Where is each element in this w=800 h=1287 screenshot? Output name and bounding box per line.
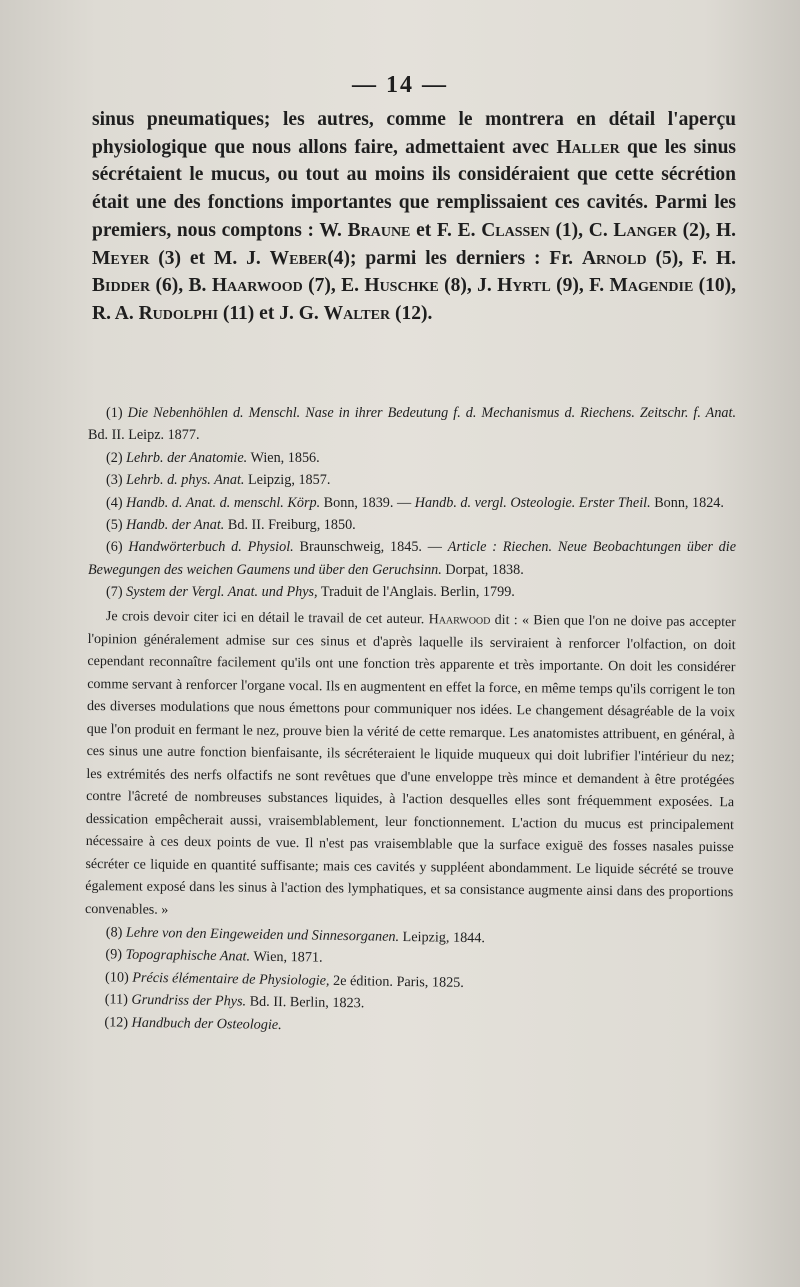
footnote-title: System der Vergl. Anat. und Phys, <box>126 584 318 601</box>
footnote-title: Grundriss der Phys. <box>131 991 247 1010</box>
footnote-title: Handb. der Anat. <box>126 517 225 534</box>
main-text-segment: (1), C. <box>549 219 608 241</box>
footnote-title: Handb. d. Anat. d. menschl. Körp. <box>126 494 321 511</box>
author-name: Haarwood <box>428 611 491 628</box>
haarwood-quote <box>85 606 736 927</box>
footnote-title: Lehre von den Eingeweiden und Sinnesorganen. <box>125 924 400 945</box>
main-text-segment: (7), E. <box>302 275 359 297</box>
footnote-number: (10) <box>104 968 129 986</box>
footnote-number: (4) <box>106 494 123 511</box>
author-name: Hyrtl <box>497 275 551 297</box>
main-text-segment: que les sinus sécrétaient le mucus, ou tout au moins ils considéraient que cette sécrétion était une des fonctions importantes que remplissaient ces cavités. Parmi les premiers, nous comptons : W. <box>92 136 737 241</box>
footnote <box>88 492 736 514</box>
author-name: Haarwood <box>211 275 303 297</box>
main-text-segment: (6), B. <box>150 275 207 297</box>
footnote-title: Lehrb. d. phys. Anat. <box>126 472 245 489</box>
main-text-segment: (11) et J. G. <box>218 302 319 324</box>
main-text-segment: (3) et M. J. <box>149 247 261 269</box>
quote-intro: Je crois devoir citer ici en détail le travail de cet auteur. <box>105 608 425 627</box>
footnote-title: Handbuch der Osteologie. <box>131 1013 282 1033</box>
footnote-title: Topographische Anat. <box>125 946 251 965</box>
main-text-segment: sinus pneumatiques; les autres, comme le montrera en détail l'aperçu physiologique que nous allons faire, admettaient avec <box>92 109 736 158</box>
author-name: Arnold <box>581 247 647 269</box>
footnote-number: (9) <box>105 946 123 963</box>
main-text-segment: et F. E. <box>410 219 476 241</box>
footnote-title: Précis élémentaire de Physiologie, <box>132 969 330 989</box>
author-name: Weber <box>269 247 328 269</box>
main-text-segment: (12). <box>390 302 433 324</box>
footnote-number: (12) <box>104 1013 129 1030</box>
footnote-number: (7) <box>106 584 123 601</box>
footnote-detail: Braunschweig, 1845. — <box>293 539 448 556</box>
footnote <box>88 536 736 581</box>
footnote-detail: Bonn, 1824. <box>650 494 724 511</box>
author-name: Bidder <box>92 275 151 297</box>
footnote-title: Handwörterbuch d. Physiol. <box>128 539 294 556</box>
footnote-detail: Wien, 1856. <box>247 449 320 466</box>
footnote <box>88 402 736 447</box>
footnote <box>88 469 736 491</box>
footnotes <box>85 402 737 1033</box>
footnote-title: Lehrb. der Anatomie. <box>126 449 248 466</box>
main-text-segment: (8), J. <box>438 275 492 297</box>
main-text-segment: (5), F. H. <box>646 247 736 269</box>
footnote-detail: 2e édition. Paris, 1825. <box>329 972 465 991</box>
footnote-detail: Bonn, 1839. — <box>320 494 415 511</box>
footnote-detail: Bd. II. Freiburg, 1850. <box>224 517 356 534</box>
footnote-detail: Bd. II. Leipz. 1877. <box>88 427 200 444</box>
author-name: Rudolphi <box>138 302 219 324</box>
footnote-detail: Wien, 1871. <box>249 948 323 966</box>
quote-text: dit : « Bien que l'on ne doive pas accepter l'opinion généralement admise sur ces sinus et d'après laquelle ils serviraient à renforcer l'olfaction, on doit cependant reconnaître facilement qu'ils ont une fonction très apparente et très importante. On doit les considérer comme servant à renforcer l'organe vocal. Ils en augmentent en effet la force, en même temps qu'ils corrigent le ton des diverses modulations que nous émettons pour communiquer nos idées. Le changement désagréable de la voix que l'on produit en fermant le nez, prouve bien la vérité de cette remarque. Les anatomistes attribuent, en général, à ces sinus une autre fonction bienfaisante, ils sécréteraient le liquide muqueux qui doit lubrifier l'intérieur du nez; les extrémités des nerfs olfactifs ne sont revêtues que d'une enveloppe très mince et demandent à être protégées contre l'âcreté de nombreuses substances liquides, à l'action desquelles elles sont fréquemment exposées. La dessication empêcherait aussi, vraisemblablement, leur fonctionnement. L'action du mucus est principalement nécessaire à ces deux points de vue. Il n'est pas vraisemblable que la surface exiguë des fosses nasales puisse sécréter ce liquide en quantité suffisante; mais ces cavités y suppléent abondamment. Le liquide sécrété se trouve également exposé dans les sinus à l'action des lymphatiques, et sa consistance augmente ainsi dans des proportions convenables. » <box>85 612 736 917</box>
footnote-title: Handb. d. vergl. Osteologie. Erster Theil. <box>414 494 651 511</box>
main-text-segment: (2), H. <box>676 219 736 241</box>
footnote-detail: Bd. II. Berlin, 1823. <box>245 993 365 1012</box>
footnote <box>88 447 736 469</box>
footnote-number: (5) <box>106 517 123 534</box>
footnote <box>88 581 736 603</box>
footnote-title: Article : Riechen. Neue Beobachtungen über die Bewegungen des weichen Gaumens und über den Geruchsinn. <box>88 539 737 578</box>
footnote-number: (8) <box>105 923 123 941</box>
main-text-segment: (10), R. A. <box>92 275 737 324</box>
footnote-number: (2) <box>106 449 123 466</box>
author-name: Langer <box>613 219 677 241</box>
footnotes-continued <box>86 921 736 1043</box>
footnote-number: (6) <box>106 539 123 556</box>
main-text-segment: (9), F. <box>550 275 605 297</box>
footnote-detail: Leipzig, 1844. <box>398 928 486 946</box>
author-name: Classen <box>481 219 550 241</box>
author-name: Braune <box>347 219 411 241</box>
footnote-number: (11) <box>104 991 129 1008</box>
footnote-detail: Leipzig, 1857. <box>244 472 331 489</box>
footnote-number: (3) <box>106 472 123 489</box>
main-text-segment: (4); parmi les derniers : Fr. <box>327 247 574 269</box>
author-name: Haller <box>556 136 620 158</box>
footnote-title: Die Nebenhöhlen d. Menschl. Nase in ihrer Bedeutung f. d. Mechanismus d. Riechens. Zeitschr. f. Anat. <box>127 405 737 421</box>
footnote-detail: Traduit de l'Anglais. Berlin, 1799. <box>317 584 515 601</box>
footnote <box>88 514 736 536</box>
main-paragraph <box>92 106 736 328</box>
author-name: Walter <box>323 302 391 324</box>
page-number: — 14 — <box>352 72 448 98</box>
author-name: Meyer <box>92 247 150 269</box>
author-name: Magendie <box>609 275 694 297</box>
author-name: Huschke <box>364 275 439 297</box>
footnote-detail: Dorpat, 1838. <box>441 561 524 578</box>
footnote-number: (1) <box>106 405 123 421</box>
